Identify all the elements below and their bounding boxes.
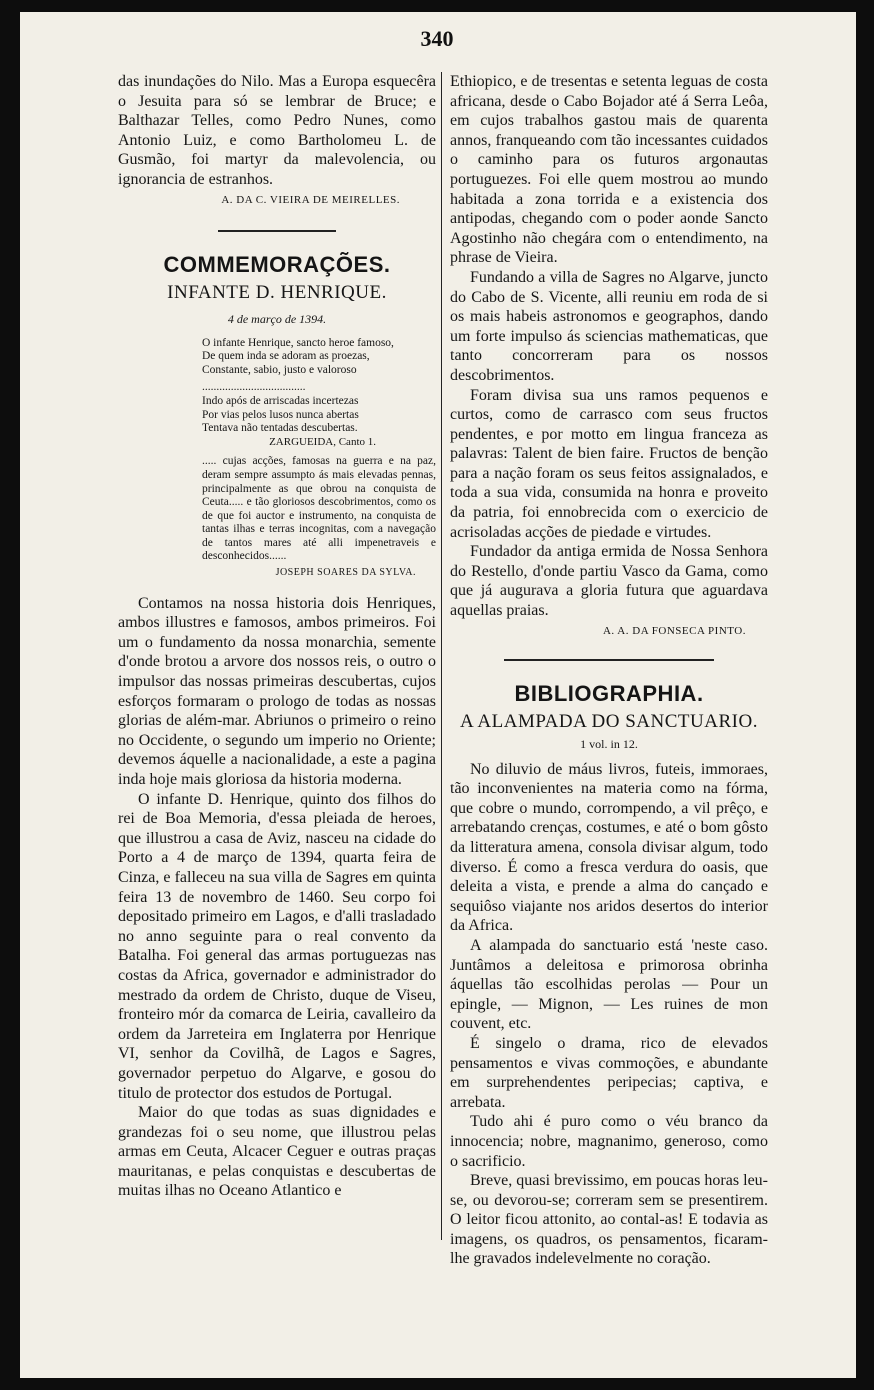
book-format: 1 vol. in 12. xyxy=(580,736,638,751)
paragraph: O infante D. Henrique, quinto dos filhos do rei de Boa Memoria, d'essa pleiada de heroes, que illustrou a casa de Aviz, nasceu na cidade do Porto a 4 de março de 1394, quarta feira de Cinza, e falleceu na sua villa de Sagres em quinta feira 13 de novembro de 1460. Seu corpo foi depositado primeiro em Lagos, e d'alli trasladado no anno seguinte para o real convento da Batalha. Foi general das armas portuguezas nas costas da Africa, governador e administrador do mestrado da ordem de Christo, duque de Viseu, fronteiro mór da comarca de Leiria, cavalleiro da ordem da Jarreteira em Inglaterra por Henrique VI, senhor da Covilhã, de Lagos e Sagres, governador perpetuo do Algarve, e gosou do titulo de protector dos estudos de Portugal. xyxy=(118,790,436,1102)
paragraph: Maior do que todas as suas dignidades e grandezas foi o seu nome, que illustrou pelas armas em Ceuta, Alcacer Ceguer e outras praças mauritanas, e pelas conquistas e descubertas de muitas ilhas no Oceano Atlantico e xyxy=(118,1104,436,1200)
paragraph: Ethiopico, e de tresentas e setenta leguas de costa africana, desde o Cabo Bojador até á Serra Leôa, em cujos trabalhos gastou mais de quarenta annos, franqueando com tão incessantes cuidados o caminho para os futuros argonautas portuguezes. Foi elle quem mostrou ao mundo habitada a zona torrida e a existencia dos antipodas, chegando com o poder aonde Sancto Agostinho não chegára com o entendimento, na phrase de Vieira. xyxy=(450,73,768,267)
paragraph: A alampada do sanctuario está 'neste caso. Juntâmos a deleitosa e primorosa obrinha áquellas tão escolhidas perolas — Pour un epingle, — Mignon, — Les ruines de mon couvent, etc. xyxy=(450,936,768,1033)
author-signature: A. DA C. VIEIRA DE MEIRELLES. xyxy=(221,193,400,206)
epigraph-verse: O infante Henrique, sancto heroe famoso, xyxy=(202,336,394,349)
column-divider xyxy=(441,72,442,1240)
epigraph-verse: Tentava não tentadas descubertas. xyxy=(202,422,358,435)
epigraph-prose: ..... cujas acções, famosas na guerra e na paz, deram sempre assumpto ás mais elevadas pennas, principalmente as que obrou na conquista de Ceuta..... e tão gloriosos descobrimentos, como os de que foi auctor e instrumento, na conquista de tantas ilhas e terras incognitas, com a navegação de tantos mares até alli impenetraveis e desconhecidos...... xyxy=(202,455,436,563)
paragraph: Fundador da antiga ermida de Nossa Senhora do Restello, d'onde partiu Vasco da Gama, como que já augurava a gloria futura que aguardava aquellas praias. xyxy=(450,543,768,620)
paragraph: Fundando a villa de Sagres no Algarve, juncto do Cabo de S. Vicente, alli reuniu em roda de si os mais habeis astronomos e geographos, dando um forte impulso ás sciencias mathematicas, que tanto concorreram para os nossos descobrimentos. xyxy=(450,268,768,384)
page-number: 340 xyxy=(420,26,454,51)
paragraph: Tudo ahi é puro como o véu branco da innocencia; nobre, magnanimo, generoso, como o sacrificio. xyxy=(450,1113,768,1170)
article-date: 4 de março de 1394. xyxy=(227,311,327,326)
right-column xyxy=(450,72,768,1269)
paragraph: No diluvio de máus livros, futeis, immoraes, tão inconvenientes na materia como na fórma, que cobre o mundo, corrompendo, a vil prêço, e arrebatando crenças, costumes, e até o bom gôsto da litteratura amena, consola divisar algum, todo diverso. É como a fresca verdura do oasis, que deleita a vista, e prende a alma do cançado e sequiôso viajante nos aridos desertos do interior da Africa. xyxy=(450,760,768,935)
epigraph-ellipsis: .................................... xyxy=(202,381,306,394)
article-title: A ALAMPADA DO SANCTUARIO. xyxy=(460,710,758,732)
epigraph-verse: De quem inda se adoram as proezas, xyxy=(202,350,370,363)
epigraph-verse: Por vias pelos lusos nunca abertas xyxy=(202,408,359,421)
paragraph: É singelo o drama, rico de elevados pensamentos e vivas commoções, e abundante em surprehendentes peripecias; captiva, e arrebata. xyxy=(450,1034,768,1111)
epigraph xyxy=(202,337,436,580)
article-title: INFANTE D. HENRIQUE. xyxy=(167,281,387,303)
epigraph-source: JOSEPH SOARES DA SYLVA. xyxy=(275,567,416,579)
paragraph: Breve, quasi brevissimo, em poucas horas leu-se, ou devorou-se; correram sem se presentirem. O leitor ficou attonito, ao contal-as! E todavia as imagens, os quadros, os pensamentos, ficaram-lhe gravados indelevelmente no coração. xyxy=(450,1172,768,1268)
section-divider xyxy=(218,230,336,232)
section-divider xyxy=(504,659,714,661)
paragraph: Contamos na nossa historia dois Henriques, ambos illustres e famosos, ambos primeiros. Foi um o fundamento da nossa monarchia, semente d'onde brotou a arvore dos nossos reis, o outro o impulsor das nossas primeiras descubertas, cujos esforços formaram o prologo de todas as nossas glorias de além-mar. Abriunos o primeiro o reino no Occidente, o segundo um imperio no Oriente; devemos áquelle a nacionalidade, a este a pagina inda hoje mais gloriosa da historia moderna. xyxy=(118,594,436,788)
epigraph-source: ZARGUEIDA, Canto 1. xyxy=(269,435,376,448)
section-title: COMMEMORAÇÕES. xyxy=(163,251,391,277)
epigraph-verse: Constante, sabio, justo e valoroso xyxy=(202,363,357,376)
left-column xyxy=(118,72,436,1201)
author-signature: A. A. DA FONSECA PINTO. xyxy=(602,624,746,637)
section-title: BIBLIOGRAPHIA. xyxy=(514,680,704,706)
paragraph: das inundações do Nilo. Mas a Europa esquecêra o Jesuita para só se lembrar de Bruce; e Balthazar Telles, como Pedro Nunes, como Antonio Luiz, e como Bartholomeu L. de Gusmão, foi martyr da malevolencia, ou ignorancia de estranhos. xyxy=(118,73,436,188)
epigraph-verse: Indo após de arriscadas incertezas xyxy=(202,394,359,407)
paragraph: Foram divisa sua uns ramos pequenos e curtos, como de carrasco com seus fructos pendentes, e por motto em lingua franceza as palavras: Talent de bien faire. Fructos de benção para a nação foram os seus feitos assignalados, e toda a sua vida, consumida na honra e proveito da patria, foi ennobrecida com o exercicio de acrisoladas acções de piedade e virtudes. xyxy=(450,386,768,541)
